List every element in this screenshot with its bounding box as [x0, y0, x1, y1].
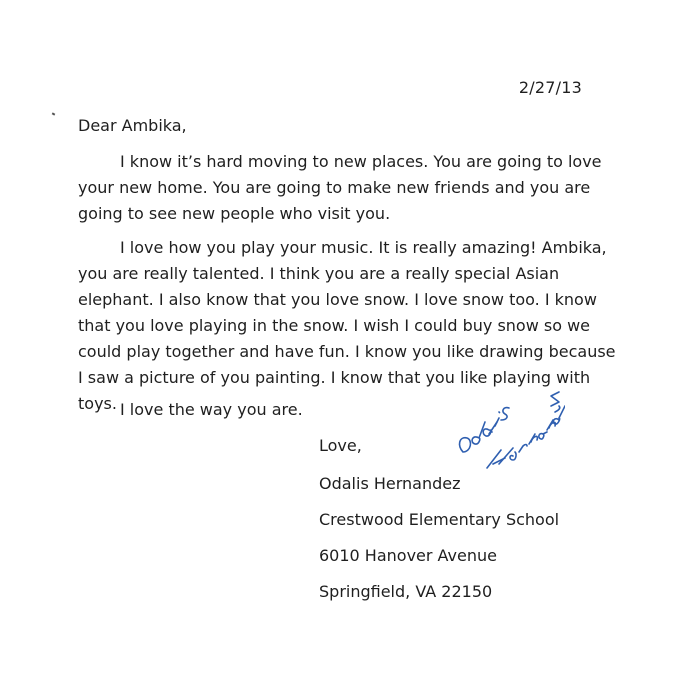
salutation: Dear Ambika, [78, 116, 187, 135]
city-state-zip: Springfield, VA 22150 [319, 582, 493, 601]
handwritten-signature [455, 372, 565, 472]
paragraph-music: I love how you play your music. It is really amazing! Ambika, you are really talented. I think you are a really special Asian elephant. I also know that you love snow. I love snow too. I know that you love playing in the snow. I wish I could buy snow so we could play together and have fun. I know you like drawing because I saw a picture of you painting. I know that you like playing with toys. [78, 238, 616, 413]
letter-date: 2/27/13 [518, 78, 582, 97]
paper-speck [52, 112, 56, 115]
valediction: Love, [319, 436, 362, 455]
school-name: Crestwood Elementary School [319, 510, 560, 529]
paragraph-moving: I know it’s hard moving to new places. You are going to love your new home. You are going to make new friends and you are going to see new people who visit you. [78, 152, 602, 223]
paragraph-love-the-way: I love the way you are. [120, 400, 303, 419]
sender-name: Odalis Hernandez [319, 474, 461, 493]
street-address: 6010 Hanover Avenue [319, 546, 497, 565]
